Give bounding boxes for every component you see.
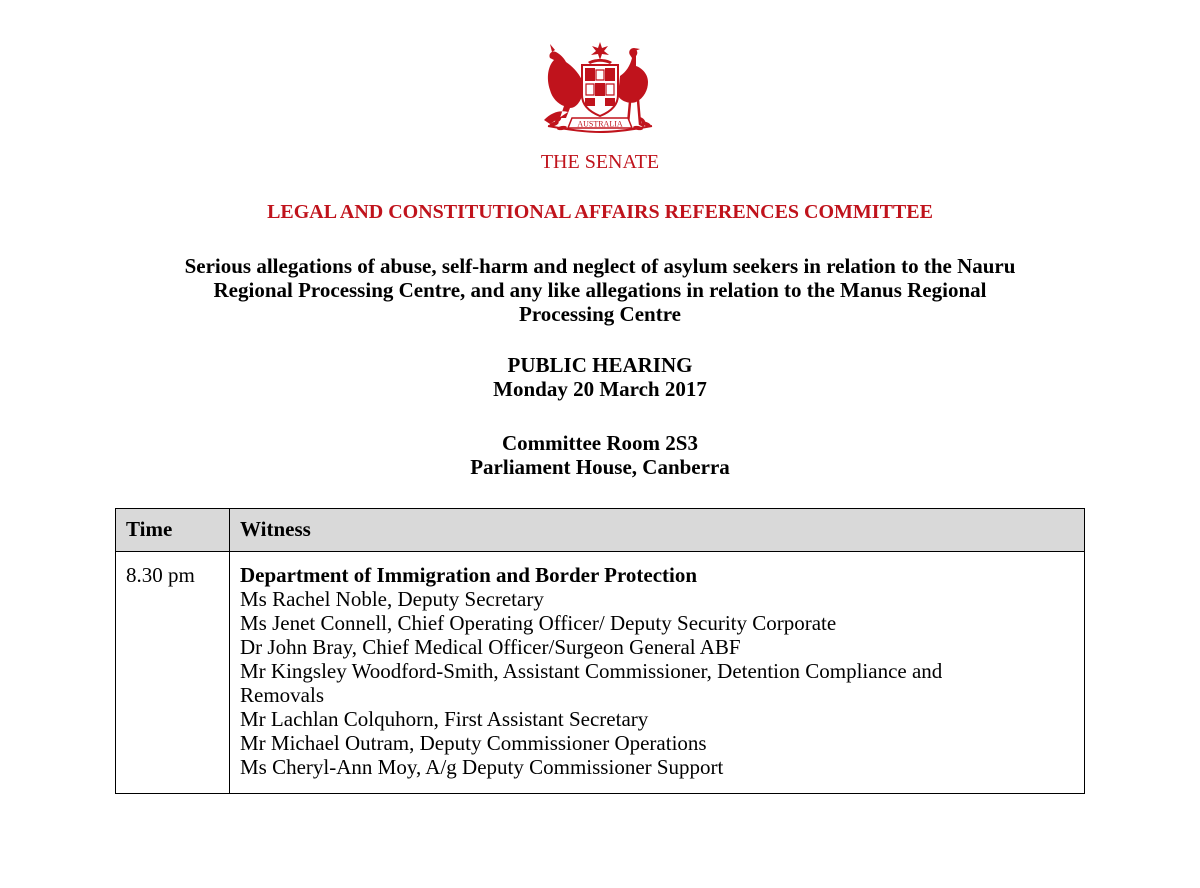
inquiry-line: Processing Centre [519,302,681,326]
column-header-time: Time [116,509,230,552]
inquiry-line: Regional Processing Centre, and any like allegations in relation to the Manus Regional [213,278,987,302]
witness-line: Mr Lachlan Colquhorn, First Assistant Secretary [240,707,649,731]
venue-block [0,431,1200,479]
hearing-block [0,353,1200,401]
witness-line: Ms Jenet Connell, Chief Operating Officer/ Deputy Security Corporate [240,611,837,635]
inquiry-title [0,254,1200,326]
hearing-type: PUBLIC HEARING [507,353,693,377]
table-row [116,552,1085,794]
time-cell: 8.30 pm [116,552,230,794]
witness-line: Dr John Bray, Chief Medical Officer/Surgeon General ABF [240,635,741,659]
crest-scroll-text: AUSTRALIA [577,119,623,129]
hearing-date: Monday 20 March 2017 [493,377,707,401]
witness-line: Mr Michael Outram, Deputy Commissioner Operations [240,731,707,755]
chamber-title: THE SENATE [540,151,660,173]
committee-title: LEGAL AND CONSTITUTIONAL AFFAIRS REFERENCES COMMITTEE [267,201,933,223]
witness-line: Mr Kingsley Woodford-Smith, Assistant Commissioner, Detention Compliance and [240,659,943,683]
table-header-row [116,509,1085,552]
column-header-witness: Witness [230,509,1085,552]
hearing-location: Parliament House, Canberra [470,455,730,479]
witness-line: Ms Cheryl-Ann Moy, A/g Deputy Commissioner Support [240,755,724,779]
organisation-name: Department of Immigration and Border Protection [240,563,698,587]
coat-of-arms-icon [530,40,670,140]
inquiry-line: Serious allegations of abuse, self-harm and neglect of asylum seekers in relation to the Nauru [184,254,1016,278]
witness-cell [230,552,1085,794]
witness-list [240,587,1074,779]
program-table [115,508,1085,794]
hearing-room: Committee Room 2S3 [502,431,698,455]
witness-line: Removals [240,683,324,707]
witness-line: Ms Rachel Noble, Deputy Secretary [240,587,544,611]
